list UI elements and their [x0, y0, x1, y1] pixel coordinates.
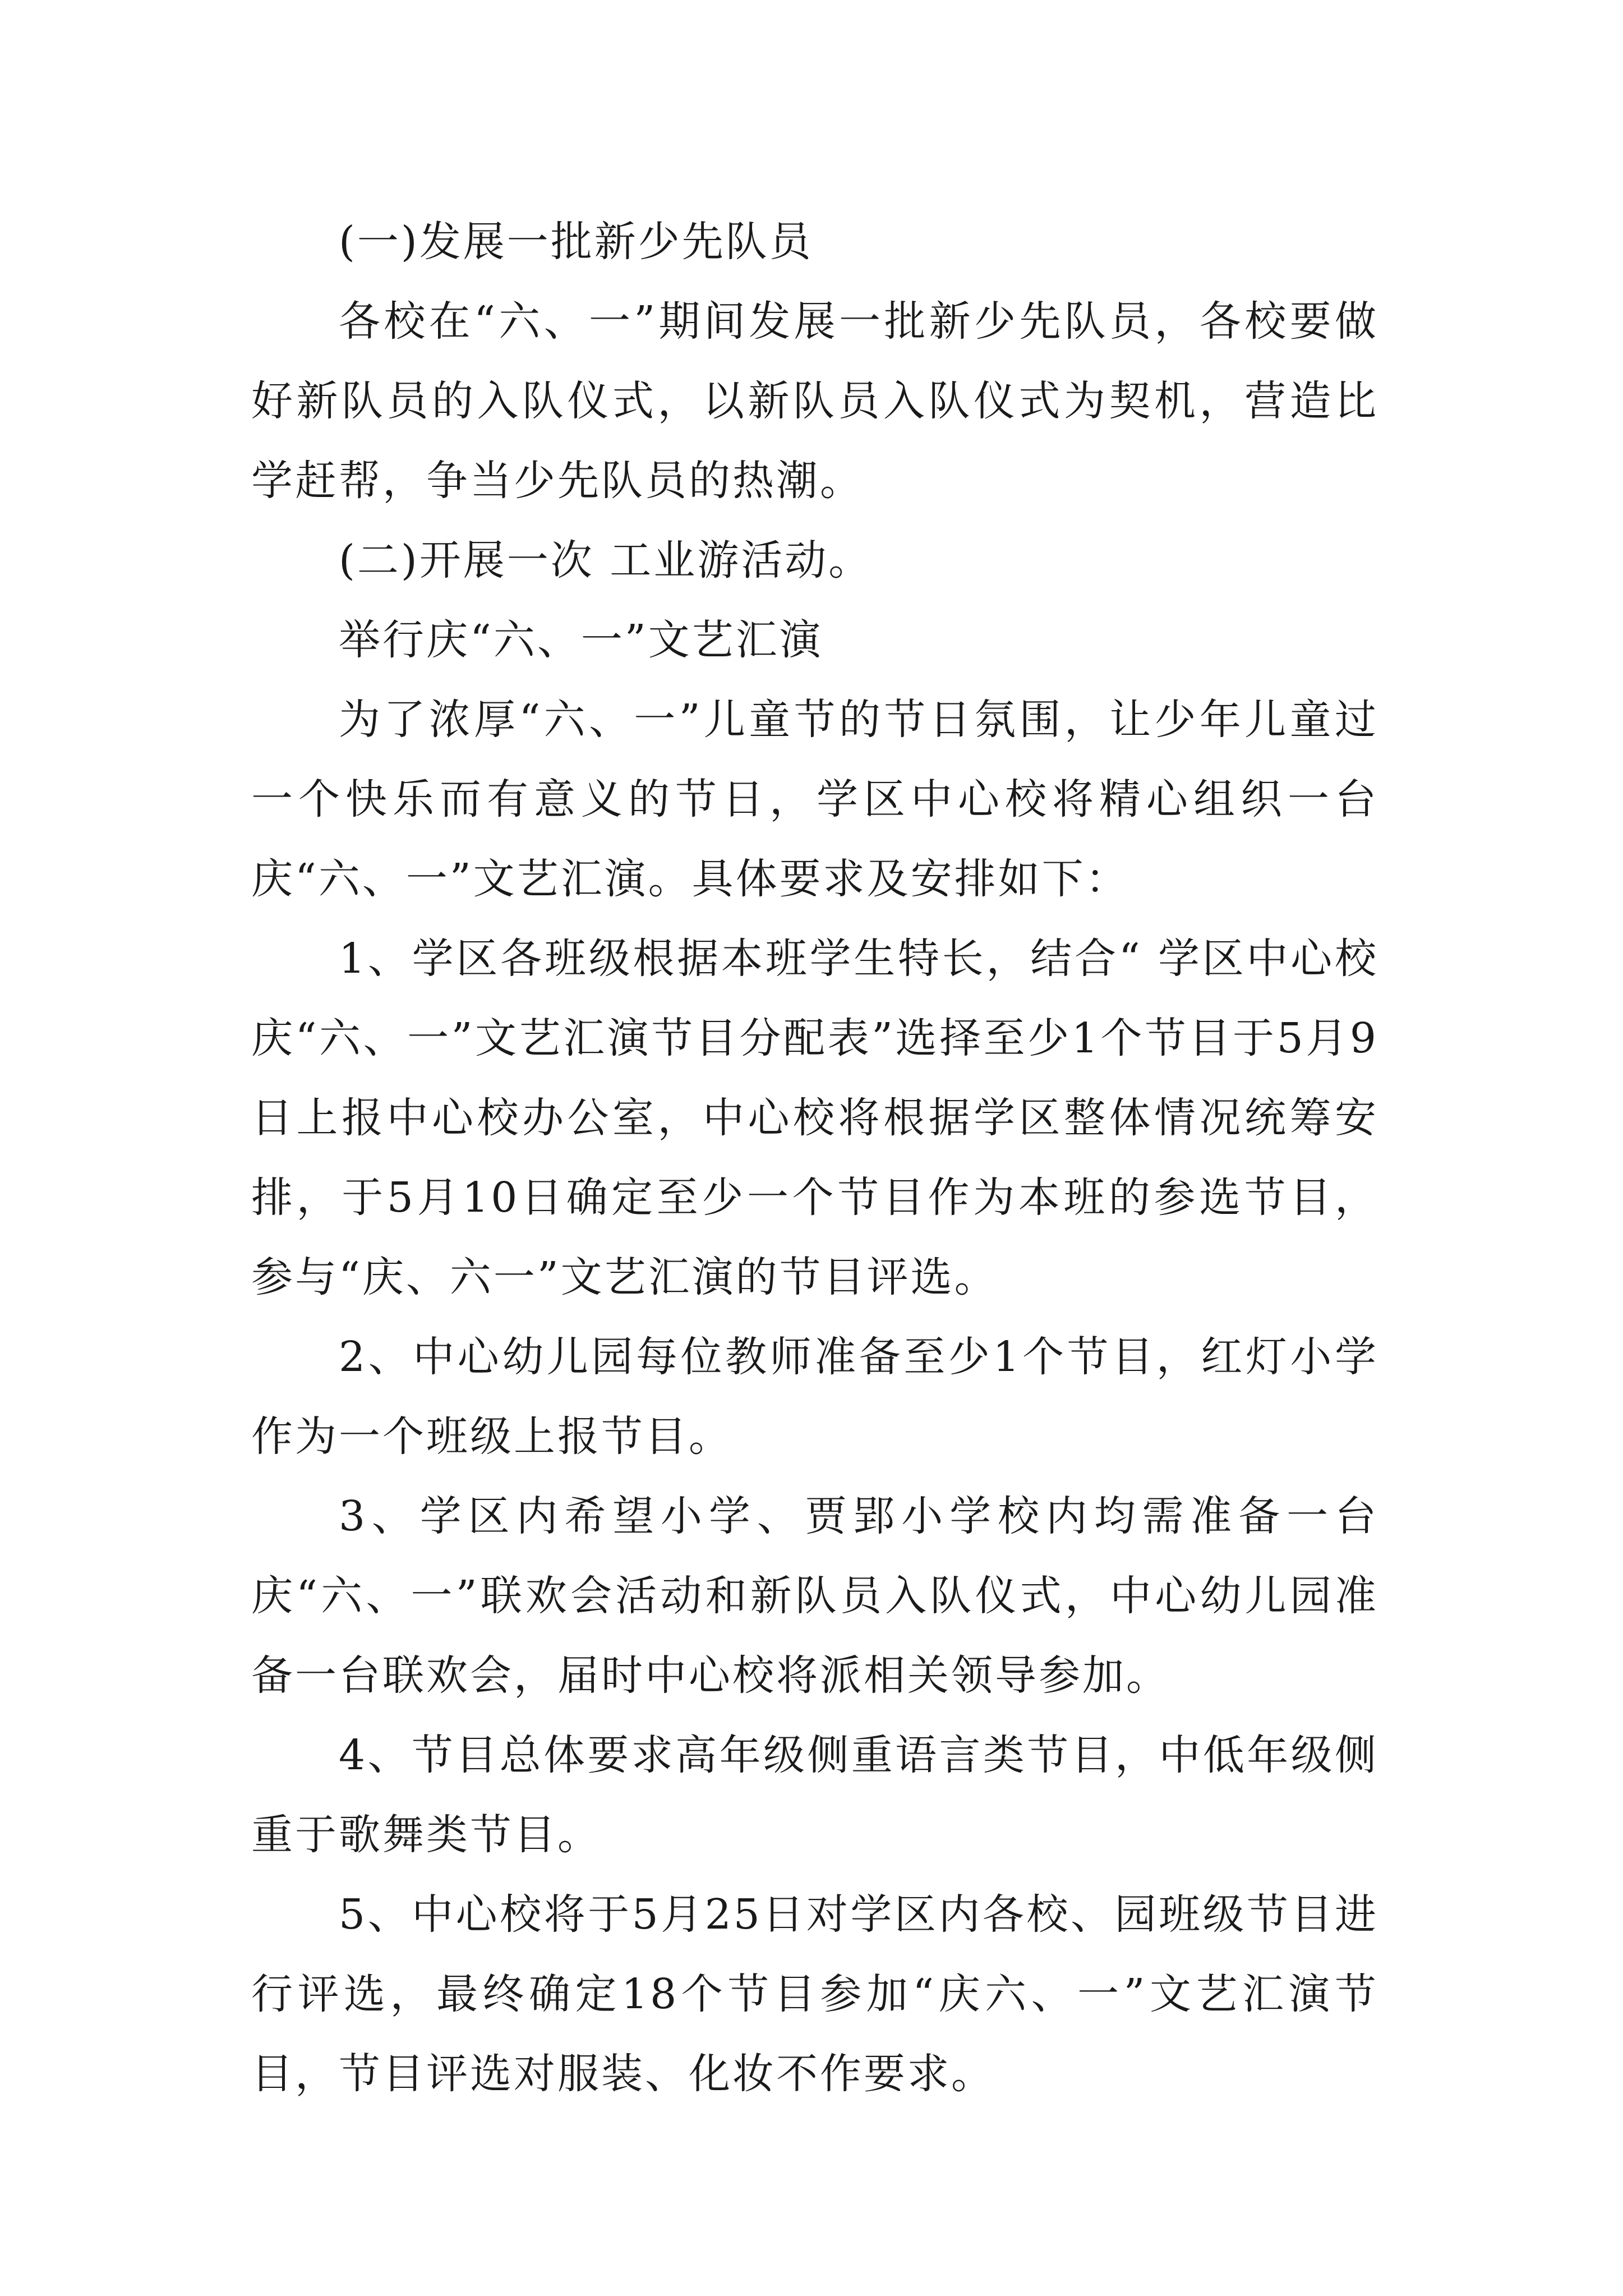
document-body — [251, 202, 1378, 2114]
list-item-5: 5、中心校将于5月25日对学区内各校、园班级节目进行评选，最终确定18个节目参加“庆六、一”文艺汇演节目，节目评选对服装、化妆不作要求。 — [251, 1890, 1378, 2098]
list-item-1: 1、学区各班级根据本班学生特长，结合“ 学区中心校庆“六、一”文艺汇演节目分配表”选择至少1个节目于5月9日上报中心校办公室，中心校将根据学区整体情况统筹安排，于5月10日确定至少一个节目作为本班的参选节目，参与“庆、六一”文艺汇演的节目评选。 — [251, 935, 1378, 1301]
paragraph-2: 为了浓厚“六、一”儿童节的节日氛围，让少年儿童过一个快乐而有意义的节日，学区中心校将精心组织一台庆“六、一”文艺汇演。具体要求及安排如下： — [251, 696, 1378, 903]
section-heading-1: (一)发展一批新少先队员 — [339, 218, 813, 266]
list-item-3: 3、学区内希望小学、贾郢小学校内均需准备一台庆“六、一”联欢会活动和新队员入队仪式，中心幼儿园准备一台联欢会，届时中心校将派相关领导参加。 — [251, 1492, 1378, 1700]
section-heading-3: 举行庆“六、一”文艺汇演 — [339, 616, 823, 664]
paragraph-1: 各校在“六、一”期间发展一批新少先队员，各校要做好新队员的入队仪式，以新队员入队仪式为契机，营造比学赶帮，争当少先队员的热潮。 — [251, 297, 1378, 505]
section-heading-2: (二)开展一次 工业游活动。 — [339, 536, 873, 585]
list-item-4: 4、节目总体要求高年级侧重语言类节目，中低年级侧重于歌舞类节目。 — [251, 1731, 1378, 1859]
list-item-2: 2、中心幼儿园每位教师准备至少1个节目，红灯小学作为一个班级上报节目。 — [251, 1333, 1378, 1461]
